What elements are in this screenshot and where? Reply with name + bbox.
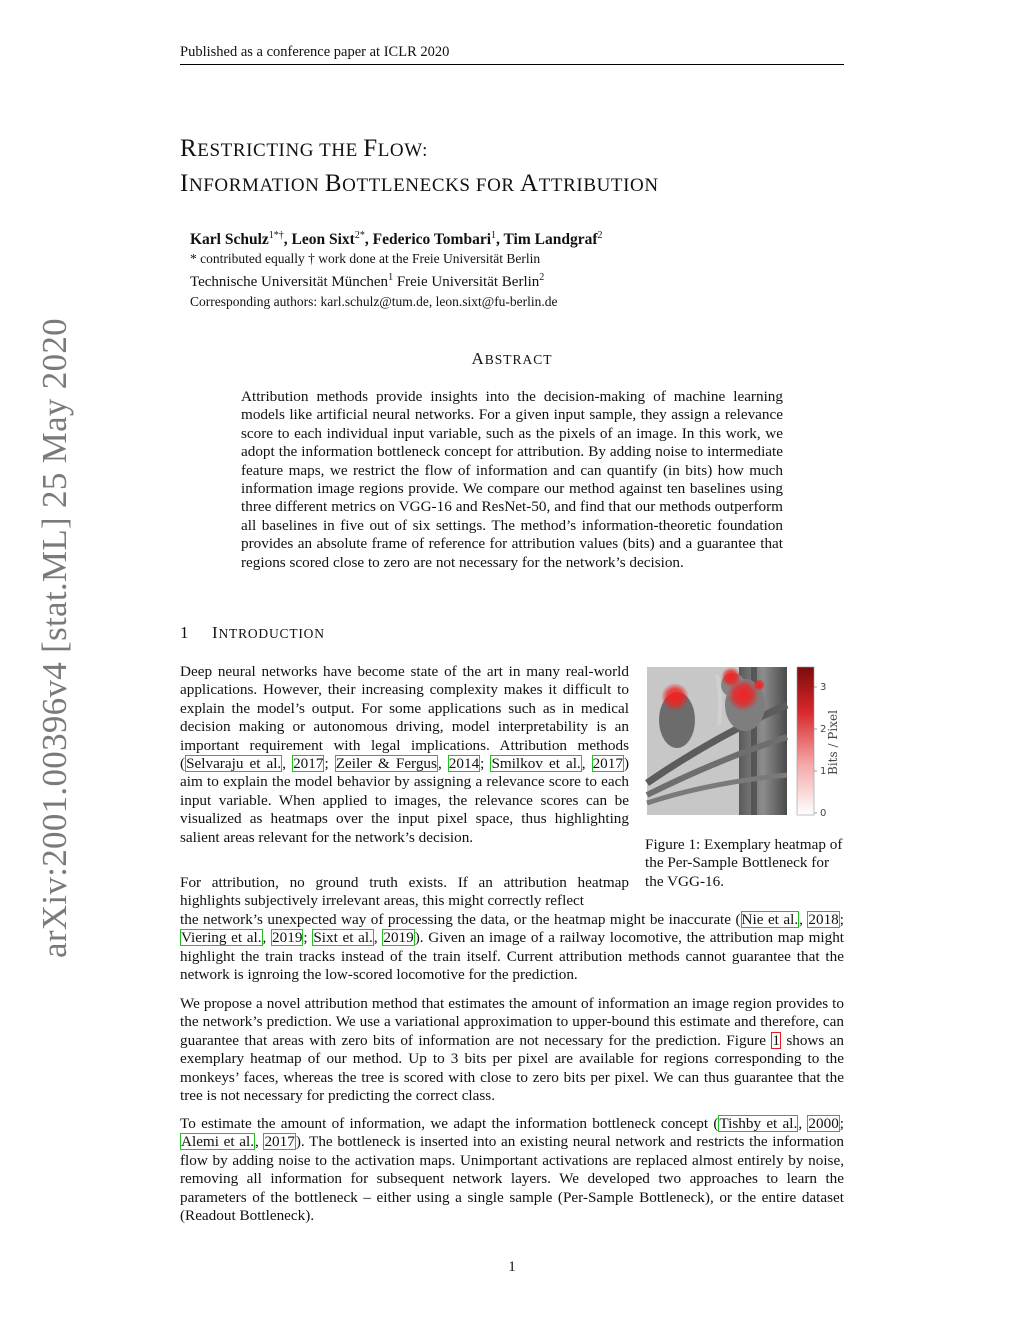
title-run: A <box>520 170 539 197</box>
title-line-1 <box>180 132 659 167</box>
author-name: Federico Tombari <box>372 231 492 249</box>
text-run: , <box>262 929 272 947</box>
colorbar-tick: 1 <box>820 766 827 777</box>
title-line-2 <box>180 167 659 202</box>
text-run: , <box>282 755 293 773</box>
title-run: I <box>180 170 189 197</box>
title-run: LOW: <box>377 140 428 161</box>
text-run: ; <box>839 1115 845 1132</box>
text-run: ; <box>480 755 491 773</box>
author-affil-mark: 1*† <box>268 230 284 241</box>
text-run: ; <box>303 929 313 947</box>
title-run: OTTLENECKS FOR <box>342 175 521 196</box>
citation-link[interactable]: 2000 <box>808 1115 839 1132</box>
text-run: ). Given an image of a railway locomotive, the attribution map might highlight the train tracks instead of the train itself. Current attribution methods cannot guarantee that the network is ignroing the low-scored locomotive for the prediction. <box>180 929 845 984</box>
text-run: To estimate the amount of information, we adapt the information bottleneck concept ( <box>180 1115 719 1132</box>
section-number: 1 <box>180 623 190 642</box>
heatmap-figure <box>647 665 840 825</box>
colorbar-tick: 3 <box>820 682 827 693</box>
citation-link[interactable]: 2018 <box>808 911 839 928</box>
citation-link[interactable]: 2017 <box>264 1133 295 1151</box>
title-run: F <box>363 135 378 162</box>
citation-link[interactable]: Nie et al. <box>741 911 799 928</box>
text-run: We propose a novel attribution method that estimates the amount of information an image region provides to the network’s prediction. We use a variational approximation to upper-bound this estimate and therefore, can guarantee that areas with zero bits of information are not necessary for the prediction. Figure <box>180 995 844 1049</box>
abstract-heading <box>0 349 1024 369</box>
arxiv-stamp: arXiv:2001.00396v4 [stat.ML] 25 May 2020 <box>35 318 74 958</box>
title-run: ESTRICTING THE <box>197 140 364 161</box>
text-run: ; <box>839 911 844 928</box>
text-run: shows an exemplary heatmap of our method. Up to 3 bits per pixel are available for regions corresponding to the monkeys’ faces, whereas the tree is scored with close to zero bits per pixel. We can thus guarantee that the tree is not necessary for predicting the correct class. <box>180 1031 845 1105</box>
citation-link[interactable]: 2017 <box>293 755 324 773</box>
paper-title <box>180 132 659 202</box>
intro-paragraph-1 <box>180 663 629 847</box>
affiliations <box>190 268 603 292</box>
text-run: , <box>437 755 448 773</box>
text-run: , <box>373 929 383 947</box>
corresponding-authors: Corresponding authors: karl.schulz@tum.de, leon.sixt@fu-berlin.de <box>190 294 558 310</box>
citation-link[interactable]: Smilkov et al. <box>491 755 581 773</box>
figure-1-caption: Figure 1: Exemplary heatmap of the Per-Sample Bottleneck for the VGG-16. <box>645 836 843 890</box>
citation-link[interactable]: 2017 <box>592 755 623 773</box>
citation-link[interactable]: Tishby et al. <box>719 1115 798 1132</box>
colorbar-label: Bits / Pixel <box>826 710 840 775</box>
heading-initial: I <box>212 623 219 642</box>
citation-link[interactable]: Alemi et al. <box>181 1133 254 1151</box>
page-number: 1 <box>508 1259 516 1275</box>
text-run: , <box>255 1133 264 1151</box>
header-rule <box>180 64 844 65</box>
citation-link[interactable]: Zeiler & Fergus <box>335 755 437 773</box>
text-run: , <box>798 1115 808 1132</box>
running-header: Published as a conference paper at ICLR 2020 <box>180 44 450 60</box>
intro-paragraph-2-start: For attribution, no ground truth exists. If an attribution heatmap highlights subjectively irrelevant areas, this might correctly reflect <box>180 874 629 910</box>
citation-link[interactable]: Sixt et al. <box>313 929 373 947</box>
figure-1-heatmap <box>647 665 840 825</box>
text-run: , <box>799 911 808 928</box>
author-note: * contributed equally † work done at the Freie Universität Berlin <box>190 251 541 267</box>
author-affil-mark: 2 <box>597 230 603 241</box>
text-run: ; <box>324 755 335 773</box>
citation-link[interactable]: Viering et al. <box>181 929 262 947</box>
author-affil-mark: 1 <box>491 230 497 241</box>
author-names: Karl Schulz$^{1*\dagger}$, Leon Sixt$^{2*}$, Federico Tombari$^1$, Tim Landgraf$^2$ <box>190 230 603 249</box>
heading-initial: A <box>471 349 485 368</box>
heading-rest: BSTRACT <box>484 352 553 367</box>
abstract-text: Attribution methods provide insights into the decision-making of machine learning models like artificial neural networks. For a given input sample, they assign a relevance score to each individual input variable, such as the pixels of an image. In this work, we adopt the information bottleneck concept for attribution. By adding noise to intermediate feature maps, we restrict the flow of information and can quantify (in bits) how much information image regions provide. We compare our method against ten baselines using three different metrics on VGG-16 and ResNet-50, and find that our methods outperform all baselines in five out of six settings. The method’s information-theoretic foundation provides an absolute frame of reference for attribution values (bits) and a guarantee that regions scored close to zero are not necessary for the network’s decision. <box>241 388 783 571</box>
photo <box>647 667 787 815</box>
citation-link[interactable]: 2014 <box>448 755 480 773</box>
colorbar-tick: 2 <box>820 724 827 735</box>
title-run: B <box>324 170 343 197</box>
intro-paragraph-2-cont <box>180 911 844 985</box>
intro-paragraph-3 <box>180 995 844 1105</box>
title-run: NFORMATION <box>188 175 325 196</box>
intro-paragraph-4 <box>180 1115 844 1225</box>
text-run: Deep neural networks have become state of the art in many real-world applications. However, their increasing complexity makes it difficult to explain the model’s output. For some applications such as in medical decision making or autonomous driving, model interpretability is an important requirement with legal implications. Attribution methods ( <box>180 663 629 773</box>
figure-ref-link[interactable]: 1 <box>772 1031 780 1049</box>
section-heading-introduction <box>180 623 325 643</box>
citation-link[interactable]: 2019 <box>272 929 303 947</box>
text-run: , <box>581 755 592 773</box>
citation-link[interactable]: Selvaraju et al. <box>186 755 282 773</box>
author-name: Leon Sixt <box>291 231 355 249</box>
text-run: ) aim to explain the model behavior by assigning a relevance score to each input variable. When applied to images, the relevance scores can be visualized as heatmaps over the input pixel space, thus highlighting salient areas relevant for the network’s decision. <box>180 755 630 846</box>
colorbar-tick: 0 <box>820 808 827 819</box>
colorbar <box>797 667 840 819</box>
text-run: the network’s unexpected way of processing the data, or the heatmap might be inaccurate ( <box>180 911 741 928</box>
author-block <box>190 226 603 311</box>
citation-link[interactable]: 2019 <box>383 929 414 947</box>
author-name: Tim Landgraf <box>503 231 598 249</box>
affil-mark: 1 <box>388 272 394 284</box>
author-affil-mark: 2* <box>354 230 365 241</box>
title-run: R <box>180 135 198 162</box>
heading-rest: NTRODUCTION <box>218 626 325 641</box>
affiliation: Freie Universität Berlin <box>396 274 540 291</box>
text-run: ). The bottleneck is inserted into an existing neural network and restricts the information flow by adding noise to the activation maps. Unimportant activations are replaced almost entirely by noise, removing all information for subsequent network layers. We developed two approaches to learn the parameters of the bottleneck – either using a single sample (Per-Sample Bottleneck), or the entire dataset (Readout Bottleneck). <box>180 1133 845 1225</box>
affil-mark: 2 <box>539 272 545 284</box>
title-run: TTRIBUTION <box>538 175 659 196</box>
author-name: Karl Schulz <box>190 231 269 249</box>
affiliation: Technische Universität München <box>190 274 389 291</box>
